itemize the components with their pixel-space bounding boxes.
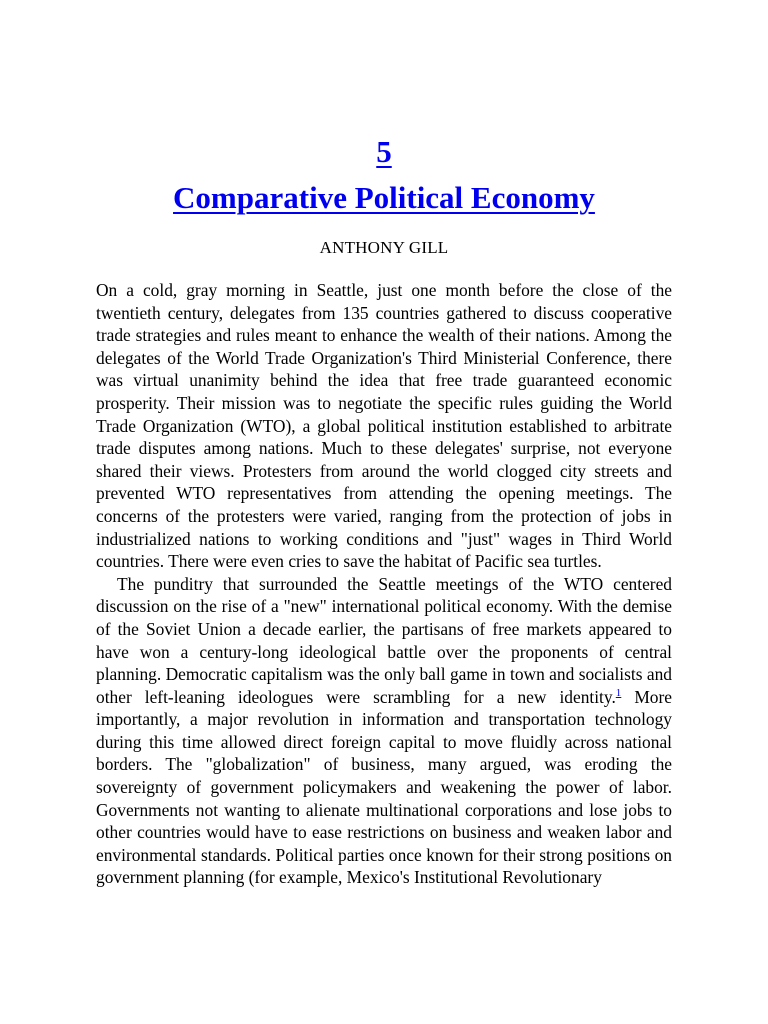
paragraph-2-text-after-note: More importantly, a major revolution in information and transportation technology during this time allowed direct foreign capital to move fluidly across national borders. The "globalization" of business, many argued, was eroding the sovereignty of government policymakers and weakening the power of labor. Governments not wanting to alienate multinational corporations and lose jobs to other countries would have to ease restrictions on business and weaken labor and environmental standards. Political parties once known for their strong positions on government planning (for example, Mexico's Institutional Revolutionary xyxy=(96,686,672,888)
chapter-number-link[interactable]: 5 xyxy=(376,134,392,169)
paragraph-2-text-before-note: The punditry that surrounded the Seattle meetings of the WTO centered discussion on the rise of a "new" international political economy. With the demise of the Soviet Union a decade earlier, the partisans of free markets appeared to have won a century-long ideological battle over the proponents of central planning. Democratic capitalism was the only ball game in town and socialists and other left-leaning ideologues were scrambling for a new identity. xyxy=(96,573,672,707)
paragraph-1: On a cold, gray morning in Seattle, just one month before the close of the twentieth century, delegates from 135 countries gathered to discuss cooperative trade strategies and rules meant to enhance the wealth of their nations. Among the delegates of the World Trade Organization's Third Ministerial Conference, there was virtual unanimity behind the idea that free trade guaranteed economic prosperity. Their mission was to negotiate the specific rules guiding the World Trade Organization (WTO), a global political institution established to arbitrate trade disputes among nations. Much to these delegates' surprise, not everyone shared their views. Protesters from around the world clogged city streets and prevented WTO representatives from attending the opening meetings. The concerns of the protesters were varied, ranging from the protection of jobs in industrialized nations to working conditions and "just" wages in Third World countries. There were even cries to save the habitat of Pacific sea turtles. xyxy=(96,280,672,572)
footnote-link[interactable]: 1 xyxy=(615,686,622,699)
chapter-title-heading xyxy=(76,177,692,219)
body-text xyxy=(96,279,672,889)
paragraph-2 xyxy=(96,573,672,889)
author-name: ANTHONY GILL xyxy=(319,238,449,257)
chapter-title-link[interactable]: Comparative Political Economy xyxy=(173,180,595,215)
chapter-number-heading xyxy=(96,132,672,172)
